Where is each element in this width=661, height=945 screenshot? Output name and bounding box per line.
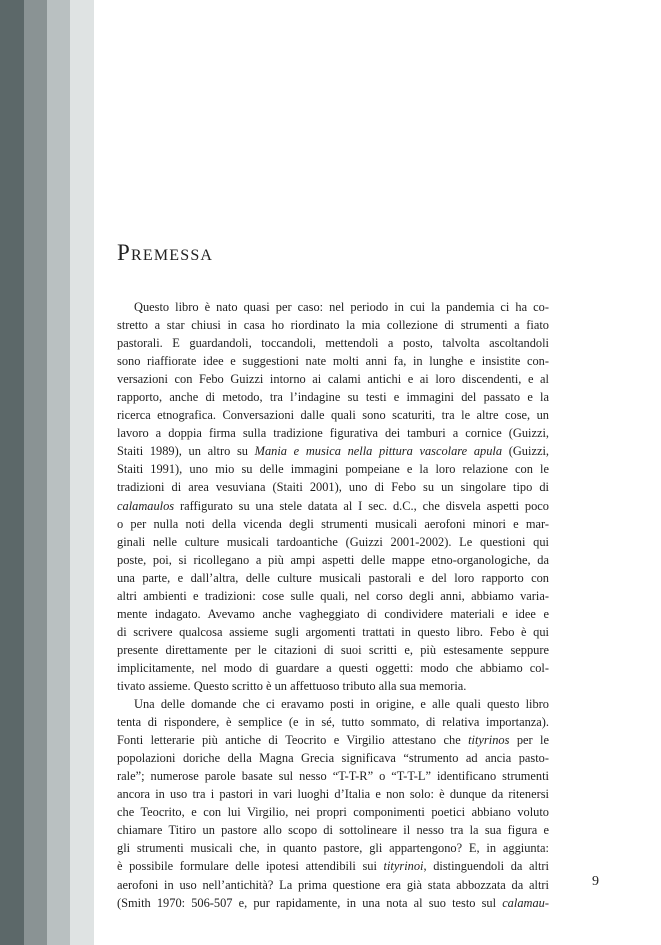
text-segment: rale”; numerose parole basate sul nesso “T-T-R” o “T-T-L” identificano strumenti <box>117 769 549 784</box>
text-line <box>117 659 549 677</box>
text-line <box>117 551 549 569</box>
text-segment: stretto a star chiusi in casa ho riordinato la mia collezione di strumenti a fiato <box>117 318 549 333</box>
text-segment: ricerca etnografica. Conversazioni dalle quali sono scaturiti, tra le altre cose, un <box>117 408 549 423</box>
paragraph <box>117 695 549 912</box>
text-segment: Staiti 1991), uno mio su delle immagini pompeiane e la loro relazione con le <box>117 462 549 477</box>
text-line <box>117 731 549 749</box>
text-segment: una parte, e dall’altra, delle culture musicali pastorali e del loro rapporto con <box>117 570 549 585</box>
text-segment: Staiti 1989), un altro su <box>117 444 255 459</box>
italic-term: tityrinos <box>468 733 510 748</box>
stripe-lightest <box>70 0 94 945</box>
text-segment: chiamare Titiro un pastore allo scopo di sottolineare il nesso tra la sua figura e <box>117 823 549 838</box>
text-line <box>117 587 549 605</box>
italic-term: calamaulos <box>117 498 175 513</box>
text-line <box>117 876 549 894</box>
stripe-medium <box>24 0 47 945</box>
text-segment: sono riaffiorate idee e suggestioni nate molti anni fa, in lunghe e insistite con- <box>117 354 549 369</box>
text-segment: Questo libro è nato quasi per caso: nel periodo in cui la pandemia ci ha co- <box>134 300 549 314</box>
text-line <box>117 460 549 478</box>
text-line <box>117 605 549 623</box>
text-line <box>117 442 549 460</box>
text-segment: o per nulla noti della vicenda degli strumenti musicali aerofoni minori e mar- <box>117 516 549 531</box>
text-line <box>117 839 549 857</box>
text-segment: Fonti letterarie più antiche di Teocrito e Virgilio attestano che <box>117 733 469 748</box>
text-segment: presente direttamente per le citazioni di suoi scritti e, più estesamente seppure <box>117 642 549 657</box>
text-segment: mente indagato. Avevamo anche vagheggiato di condividere materiali e idee e <box>117 606 549 621</box>
text-segment: Una delle domande che ci eravamo posti in origine, e alle quali questo libro <box>134 697 549 712</box>
text-segment: ginali nelle culture musicali tardoantiche (Guizzi 2001-2002). Le questioni qui <box>117 534 549 549</box>
text-segment: popolazioni doriche della Magna Grecia significava “strumento ad ancia pasto- <box>117 751 549 766</box>
text-line <box>117 334 549 352</box>
text-line <box>117 785 549 803</box>
stripe-dark <box>0 0 24 945</box>
text-line <box>117 388 549 406</box>
text-segment: tradizioni di area vesuviana (Staiti 2001), uno di Febo su un singolare tipo di <box>117 480 549 495</box>
text-segment: è possibile formulare delle ipotesi attendibili sui <box>117 859 384 874</box>
text-line <box>117 533 549 551</box>
text-line <box>117 713 549 731</box>
text-line <box>117 569 549 587</box>
text-segment: gli strumenti musicali che, in quanto pastore, gli appartengono? E, in aggiunta: <box>117 841 549 856</box>
page-title: Premessa <box>117 240 214 265</box>
paragraph <box>117 298 549 695</box>
text-segment: aerofoni in uso nell’antichità? La prima questione era già stata abbozzata da altri <box>117 877 549 892</box>
text-segment: , distinguendoli da altri <box>423 859 549 874</box>
text-line <box>117 316 549 334</box>
text-segment: tenta di rispondere, è semplice (e in sé, tutto sommato, di relativa importanza). <box>117 715 549 730</box>
text-line <box>117 857 549 875</box>
text-segment: (Guizzi, <box>502 444 549 459</box>
text-segment: altri ambienti e tradizioni: cose sulle quali, nel corso degli anni, abbiamo varia- <box>117 588 549 603</box>
text-segment: raffigurato su una stele datata al I sec. d.C., che disvela aspetti poco <box>174 498 549 513</box>
text-line <box>117 894 549 912</box>
text-segment: lavoro a doppia firma sulla tradizione figurativa dei tamburi a cornice (Guizzi, <box>117 426 549 441</box>
italic-term: calamau- <box>502 895 549 910</box>
stripe-light <box>47 0 70 945</box>
text-segment: che Teocrito, e con lui Virgilio, nei propri componimenti poetici abbiano voluto <box>117 805 549 820</box>
text-segment: di scrivere qualcosa assieme sugli argomenti trattati in questo libro. Febo è qui <box>117 624 549 639</box>
text-line <box>117 370 549 388</box>
page-number: 9 <box>592 874 599 889</box>
text-segment: versazioni con Febo Guizzi intorno ai calami antichi e ai loro discendenti, e al <box>117 372 549 387</box>
text-segment: rapporto, anche di metodo, tra l’indagine su testi e immagini del passato e la <box>117 390 549 405</box>
text-line <box>117 424 549 442</box>
text-line <box>117 406 549 424</box>
text-segment: pastorali. E guardandoli, toccandoli, mettendoli a posto, talvolta ascoltandoli <box>117 336 549 351</box>
text-line <box>117 695 549 713</box>
text-line <box>117 821 549 839</box>
body-text <box>117 298 549 912</box>
text-line <box>117 352 549 370</box>
text-line <box>117 515 549 533</box>
text-line <box>117 677 549 695</box>
italic-term: tityrinoi <box>383 859 424 874</box>
text-line <box>117 298 549 316</box>
text-line <box>117 641 549 659</box>
text-segment: (Smith 1970: 506-507 e, pur rapidamente, in una nota al suo testo sul <box>117 895 503 910</box>
italic-term: Mania e musica nella pittura vascolare apula <box>254 444 503 459</box>
text-segment: per le <box>509 733 549 748</box>
text-segment: ancora in uso tra i pastori in vari luoghi d’Italia e non solo: è dunque da ritenersi <box>117 787 549 802</box>
text-line <box>117 803 549 821</box>
text-line <box>117 767 549 785</box>
text-line <box>117 478 549 496</box>
text-segment: implicitamente, nel modo di guardare a questi oggetti: modo che abbiamo col- <box>117 660 549 675</box>
text-line <box>117 497 549 515</box>
text-line <box>117 623 549 641</box>
text-line <box>117 749 549 767</box>
text-segment: tivato assieme. Questo scritto è un affettuoso tributo alla sua memoria. <box>117 678 467 693</box>
text-segment: poste, poi, si ricollegano a più ampi aspetti delle mappe etno-organologiche, da <box>117 552 549 567</box>
